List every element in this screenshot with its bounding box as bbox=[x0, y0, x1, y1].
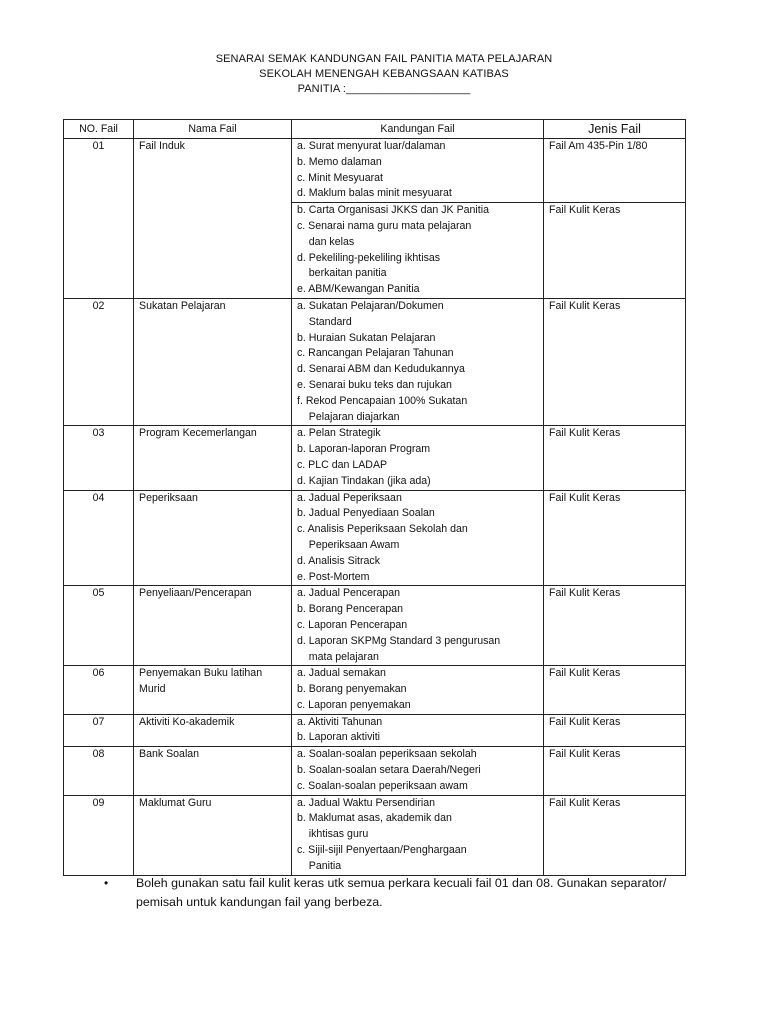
content-item: a. Surat menyurat luar/dalaman bbox=[297, 140, 446, 152]
content-item: d. Analisis Sitrack bbox=[297, 554, 381, 567]
title-line-1: SENARAI SEMAK KANDUNGAN FAIL PANITIA MATA PELAJARAN bbox=[215, 53, 553, 65]
table-row bbox=[64, 139, 686, 203]
file-name-line: Aktiviti Ko-akademik bbox=[139, 715, 235, 728]
content-item: b. Borang penyemakan bbox=[297, 683, 407, 696]
file-name-line: Program Kecemerlangan bbox=[139, 427, 257, 440]
header-jenis-fail: Jenis Fail bbox=[544, 120, 686, 139]
table-row bbox=[64, 714, 686, 747]
file-name-cell bbox=[134, 298, 292, 425]
file-number-cell: 02 bbox=[64, 298, 134, 425]
file-name-line: Sukatan Pelajaran bbox=[139, 299, 226, 312]
document-heading bbox=[0, 52, 768, 97]
file-type-cell: Fail Kulit Keras bbox=[544, 666, 686, 714]
content-item: c. Senarai nama guru mata pelajaran dan kelas bbox=[297, 219, 472, 248]
file-type-cell: Fail Kulit Keras bbox=[544, 795, 686, 875]
content-item: d. Senarai ABM dan Kedudukannya bbox=[297, 363, 465, 376]
content-item: b. Maklumat asas, akademik dan ikhtisas guru bbox=[297, 812, 452, 841]
file-name-cell bbox=[134, 795, 292, 875]
file-contents-cell bbox=[292, 714, 544, 747]
content-item: f. Rekod Pencapaian 100% Sukatan Pelajaran diajarkan bbox=[297, 394, 468, 423]
content-item: a. Sukatan Pelajaran/Dokumen Standard bbox=[297, 299, 444, 328]
content-item: c. Soalan-soalan peperiksaan awam bbox=[297, 779, 468, 792]
file-contents-cell bbox=[292, 795, 544, 875]
file-name-cell bbox=[134, 714, 292, 747]
title-line-2: SEKOLAH MENENGAH KEBANGSAAN KATIBAS bbox=[259, 68, 509, 80]
file-number-cell: 05 bbox=[64, 586, 134, 666]
content-item: a. Pelan Strategik bbox=[297, 427, 381, 440]
content-item: b. Laporan aktiviti bbox=[297, 731, 381, 744]
file-contents-cell bbox=[292, 666, 544, 714]
header-no-fail: NO. Fail bbox=[64, 120, 134, 139]
file-name-line: Bank Soalan bbox=[139, 748, 200, 761]
file-type-cell: Fail Am 435-Pin 1/80 bbox=[544, 139, 686, 203]
content-item: b. Carta Organisasi JKKS dan JK Panitia bbox=[297, 204, 489, 217]
content-item: c. Rancangan Pelajaran Tahunan bbox=[297, 347, 454, 360]
file-contents-cell bbox=[292, 490, 544, 586]
file-type-cell: Fail Kulit Keras bbox=[544, 203, 686, 299]
content-item: a. Jadual Waktu Persendirian bbox=[297, 796, 435, 809]
file-contents-cell bbox=[292, 426, 544, 490]
table-row bbox=[64, 747, 686, 795]
file-type-cell: Fail Kulit Keras bbox=[544, 714, 686, 747]
table-row bbox=[64, 586, 686, 666]
file-name-line: Fail Induk bbox=[139, 140, 185, 152]
file-name-cell bbox=[134, 426, 292, 490]
checklist-table bbox=[63, 119, 686, 876]
file-name-line: Peperiksaan bbox=[139, 491, 198, 504]
content-item: c. Laporan Pencerapan bbox=[297, 618, 408, 631]
file-number-cell: 06 bbox=[64, 666, 134, 714]
content-item: a. Jadual Peperiksaan bbox=[297, 491, 402, 504]
content-item: e. Senarai buku teks dan rujukan bbox=[297, 378, 452, 391]
file-name-cell bbox=[134, 747, 292, 795]
file-number-cell: 08 bbox=[64, 747, 134, 795]
content-item: a. Jadual Pencerapan bbox=[297, 587, 401, 600]
file-type-cell: Fail Kulit Keras bbox=[544, 426, 686, 490]
file-name-cell bbox=[134, 586, 292, 666]
file-contents-cell bbox=[292, 298, 544, 425]
file-type-cell: Fail Kulit Keras bbox=[544, 586, 686, 666]
table-row bbox=[64, 795, 686, 875]
file-name-cell bbox=[134, 490, 292, 586]
title-line-3: PANITIA :____________________ bbox=[297, 83, 471, 95]
file-type-cell: Fail Kulit Keras bbox=[544, 490, 686, 586]
file-name-line: Maklumat Guru bbox=[139, 796, 212, 809]
header-kandungan-fail: Kandungan Fail bbox=[292, 120, 544, 139]
file-contents-cell bbox=[292, 747, 544, 795]
content-item: b. Jadual Penyediaan Soalan bbox=[297, 507, 435, 520]
content-item: c. Analisis Peperiksaan Sekolah dan Peperiksaan Awam bbox=[297, 523, 468, 551]
file-number-cell: 01 bbox=[64, 139, 134, 299]
content-item: d. Kajian Tindakan (jika ada) bbox=[297, 474, 431, 487]
table-row bbox=[64, 490, 686, 586]
table-row bbox=[64, 426, 686, 490]
content-item: a. Soalan-soalan peperiksaan sekolah bbox=[297, 748, 477, 761]
content-item: b. Huraian Sukatan Pelajaran bbox=[297, 331, 436, 344]
content-item: b. Laporan-laporan Program bbox=[297, 443, 431, 456]
content-item: c. Sijil-sijil Penyertaan/Penghargaan Panitia bbox=[297, 844, 467, 872]
content-item: d. Maklum balas minit mesyuarat bbox=[297, 187, 452, 200]
file-name-line: Murid bbox=[139, 683, 166, 696]
file-contents-cell bbox=[292, 139, 544, 203]
content-item: a. Aktiviti Tahunan bbox=[297, 715, 383, 728]
footnote-text: Boleh gunakan satu fail kulit keras utk semua perkara kecuali fail 01 dan 08. Gunakan separator/ pemisah untuk kandungan fail yang berbeza. bbox=[136, 876, 667, 909]
file-contents-cell bbox=[292, 203, 544, 299]
file-type-cell: Fail Kulit Keras bbox=[544, 747, 686, 795]
content-item: d. Laporan SKPMg Standard 3 pengurusan mata pelajaran bbox=[297, 634, 501, 663]
content-item: c. PLC dan LADAP bbox=[297, 458, 388, 471]
file-number-cell: 09 bbox=[64, 795, 134, 875]
table-row bbox=[64, 666, 686, 714]
footnote bbox=[104, 874, 670, 912]
content-item: a. Jadual semakan bbox=[297, 667, 386, 680]
file-name-cell bbox=[134, 666, 292, 714]
header-nama-fail: Nama Fail bbox=[134, 120, 292, 139]
file-number-cell: 03 bbox=[64, 426, 134, 490]
file-contents-cell bbox=[292, 586, 544, 666]
content-item: b. Soalan-soalan setara Daerah/Negeri bbox=[297, 764, 481, 777]
file-number-cell: 04 bbox=[64, 490, 134, 586]
content-item: c. Laporan penyemakan bbox=[297, 698, 411, 711]
content-item: b. Memo dalaman bbox=[297, 155, 382, 168]
table-header-row bbox=[64, 120, 686, 139]
content-item: e. ABM/Kewangan Panitia bbox=[297, 283, 420, 296]
content-item: c. Minit Mesyuarat bbox=[297, 171, 383, 184]
file-name-cell bbox=[134, 139, 292, 299]
file-type-cell: Fail Kulit Keras bbox=[544, 298, 686, 425]
file-number-cell: 07 bbox=[64, 714, 134, 747]
file-name-line: Penyemakan Buku latihan bbox=[139, 667, 263, 680]
content-item: e. Post-Mortem bbox=[297, 570, 370, 583]
table-row bbox=[64, 298, 686, 425]
bullet-icon: • bbox=[104, 876, 109, 890]
content-item: d. Pekeliling-pekeliling ikhtisas berkaitan panitia bbox=[297, 251, 441, 280]
file-name-line: Penyeliaan/Pencerapan bbox=[139, 587, 252, 600]
table-body bbox=[64, 139, 686, 876]
content-item: b. Borang Pencerapan bbox=[297, 603, 404, 616]
